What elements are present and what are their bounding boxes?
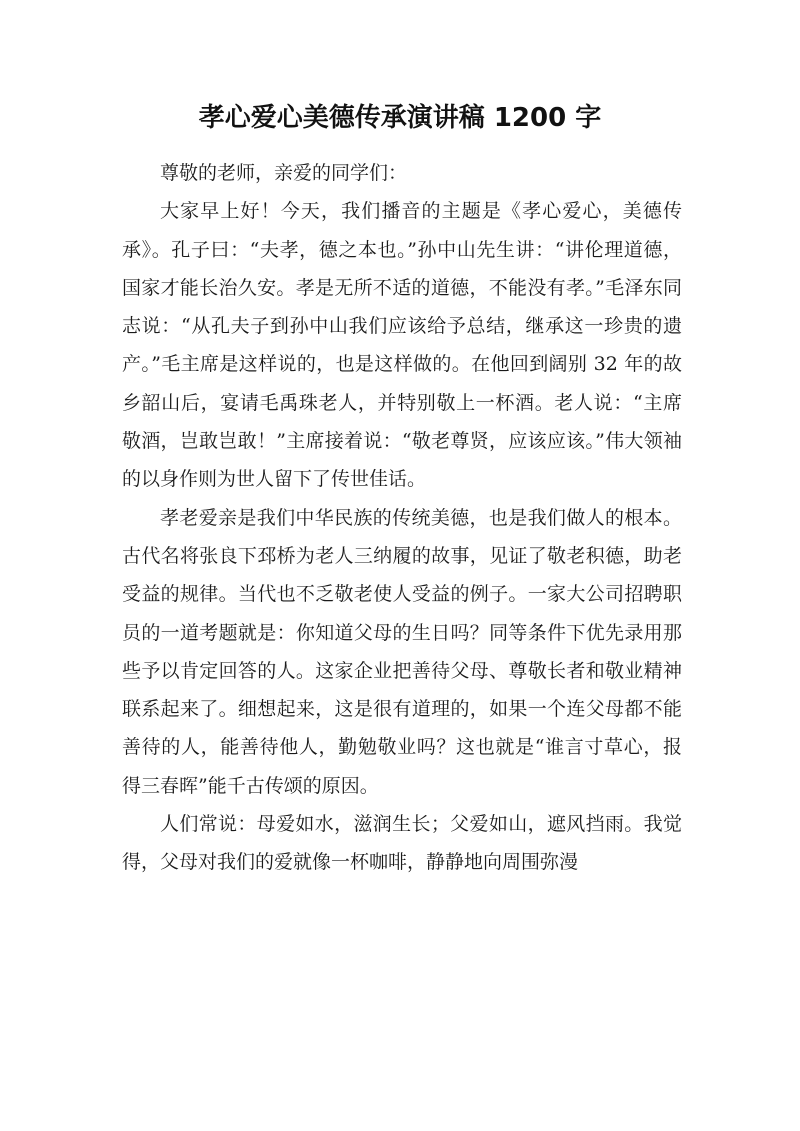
paragraph-theme: 大家早上好！今天，我们播音的主题是《孝心爱心，美德传承》。孔子曰：“夫孝，德之本也。”孙中山先生讲：“讲伦理道德，国家才能长治久安。孝是无所不适的道德，不能没有孝。”毛泽东同志说：“从孔夫子到孙中山我们应该给予总结，继承这一珍贵的遗产。”毛主席是这样说的，也是这样做的。在他回到阔别 32 年的故乡韶山后，宴请毛禹珠老人，并特别敬上一杯酒。老人说：“主席敬酒，岂敢岂敢！”主席接着说：“敬老尊贤，应该应该。”伟大领袖的以身作则为世人留下了传世佳话。 bbox=[122, 200, 682, 491]
paragraph-greeting: 尊敬的老师，亲爱的同学们： bbox=[160, 162, 408, 184]
document-body bbox=[122, 154, 682, 882]
document-title: 孝心爱心美德传承演讲稿 1200 字 bbox=[198, 103, 602, 133]
paragraph-parents-love: 人们常说：母爱如水，滋润生长；父爱如山，遮风挡雨。我觉得，父母对我们的爱就像一杯咖啡，静静地向周围弥漫 bbox=[122, 813, 682, 874]
paragraph-tradition: 孝老爱亲是我们中华民族的传统美德，也是我们做人的根本。古代名将张良下邳桥为老人三纳履的故事，见证了敬老积德，助老受益的规律。当代也不乏敬老使人受益的例子。一家大公司招聘职员的一道考题就是：你知道父母的生日吗？同等条件下优先录用那些予以肯定回答的人。这家企业把善待父母、尊敬长者和敬业精神联系起来了。细想起来，这是很有道理的，如果一个连父母都不能善待的人，能善待他人，勤勉敬业吗？这也就是“谁言寸草心，报得三春晖”能千古传颂的原因。 bbox=[122, 506, 682, 797]
